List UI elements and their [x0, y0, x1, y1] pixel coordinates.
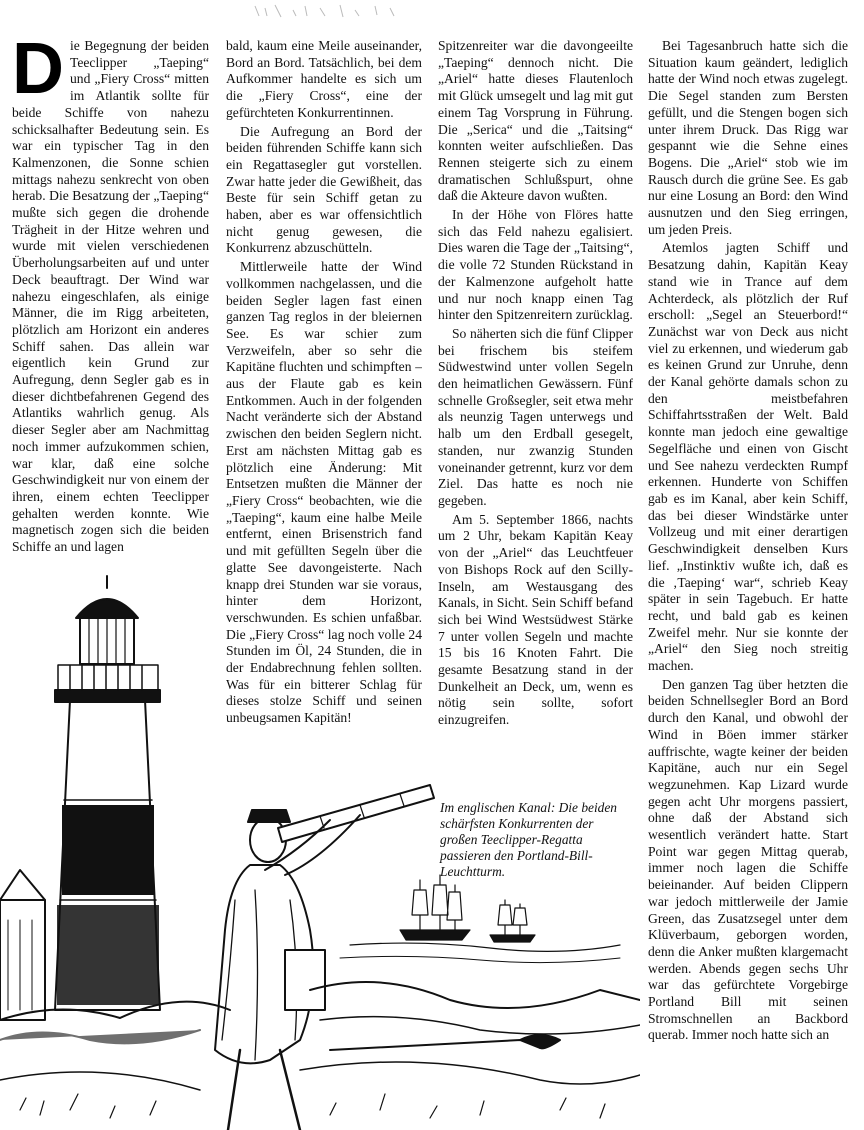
paragraph: Bei Tagesanbruch hatte sich die Situation kaum geändert, lediglich hatte der Wind noch etwas zugelegt. Die Segel standen zum Bersten gefüllt, und die Stengen bogen sich unter ihrem Druck. Das Rigg war gespannt wie die Sehne eines Bogens. Die „Ariel“ stob wie im Rausch durch die grüne See. Es gab nur eine Losung an Bord: den Wind ausnutzen und den Sieg erringen, um jeden Preis. — [648, 38, 848, 237]
paragraph: Den ganzen Tag über hetzten die beiden Schnellsegler Bord an Bord durch den Kanal, und obwohl der Wind in Böen immer stärker auffrischte, wagte keiner der beiden Kapitäne, auch nur ein Segel wegzunehmen. Kap Lizard wurde gegen acht Uhr morgens passiert, ohne daß der Abstand sich wesentlich verändert hatte. Start Point war gegen Mittag querab, immer noch lagen die Schiffe beieinander. Auf beiden Clippern war jedoch mittlerweile der Jamie Green, das Zusatzsegel unter dem Klüverbaum, geborgen worden, denn die Anker mußten klargemacht werden. Abends gegen sechs Uhr war das gefürchtete Vorgebirge Portland Bill mit seinen Stromschnellen an Backbord querab. Immer noch hatte sich an — [648, 676, 848, 1043]
paragraph: In der Höhe von Flöres hatte sich das Feld nahezu egalisiert. Dies waren die Tage der „Taitsing“, die volle 72 Stunden Rückstand in der Kalmenzone aufgeholt hatte und nur noch knapp einen Tag hinter den Spitzenreitern zurücklag. — [438, 207, 633, 323]
article-column-1 — [12, 38, 209, 598]
paragraph: Die Aufregung an Bord der beiden führenden Schiffe kann sich ein Regattasegler gut vorstellen. Zwar hatte jeder die Gewißheit, das Beste für sein Schiff getan zu haben, aber es war offensichtlich nicht genug gewesen, die Konkurrenz abzuschütteln. — [226, 123, 422, 256]
article-column-4 — [648, 38, 848, 1123]
paragraph: Atemlos jagten Schiff und Besatzung dahin, Kapitän Keay stand wie in Trance auf dem Achterdeck, als plötzlich der Ruf erscholl: „Segel an Steuerbord!“ Zunächst war von Deck aus nicht viel zu erkennen, und wiederum gab es keinen Grund zur Unruhe, denn der Kanal gehörte damals schon zu den meistbefahren Schiffahrtsstraßen der Welt. Bald konnte man jedoch eine gewaltige Segelfläche und einen von Gischt und See nahezu verdeckten Rumpf erkennen. Hunderte von Schiffen gab es im Kanal, aber kein Schiff, das bei dieser Windstärke unter Vollzeug und mit einer derartigen Geschwindigkeit denselben Kurs lief. „Instinktiv wußte ich, daß es die ‚Taeping‘ war“, schrieb Keay später in sein Tagebuch. Er hatte recht, und bald gab es keinen Zweifel mehr. Nur sie konnte der „Ariel“ den Sieg noch streitig machen. — [648, 240, 848, 674]
paragraph: ie Begegnung der beiden Teeclipper „Taeping“ und „Fiery Cross“ mitten im Atlantik sollte für beide Schiffe von nahezu schicksalhafter Bedeutung sein. Es war ein typischer Tag in den Kalmenzonen, die Sonne schien mittags nahezu senkrecht von oben herab. Die Besatzung der „Taeping“ mußte sich gegen die drohende Trägheit in der Hitze wehren und wurde mit vielen verschiedenen Überholungsarbeiten auf und unter Deck beauftragt. Der Wind war nahezu eingeschlafen, als einige Männer, die im Rigg arbeiteten, plötzlich am Horizont ein anderes Schiff sahen. Das allein war eigentlich kein Grund zur Aufregung, denn Segler gab es in dieser dichtbefahrenen Gegend des Atlantiks wahrlich genug. Als dieser Segler aber am Nachmittag noch immer aufzukommen schien, war klar, daß eine solche Geschwindigkeit nur von einem der ihren, einem echten Teeclipper gehalten werden konnte. Wie magnetisch zogen sich die beiden Schiffe an und lagen — [12, 38, 209, 555]
paragraph: bald, kaum eine Meile auseinander, Bord an Bord. Tatsächlich, bei dem Aufkommer handelte es sich um die „Fiery Cross“, eine der gefürchteten Konkurrentinnen. — [226, 38, 422, 120]
telescope — [278, 785, 434, 842]
paragraph: Mittlerweile hatte der Wind vollkommen nachgelassen, und die beiden Segler lagen fast einen ganzen Tag reglos in der bleiernen See. Es war schier zum Verzweifeln, aber so sehr die Kapitäne fluchten und schimpften – aus der Flaute gab es kein Entkommen. Auch in der folgenden Nacht veränderte sich der Abstand zwischen den beiden Seglern nicht. Erst am nächsten Mittag gab es plötzlich eine Änderung: Mit Entsetzen mußten die Männer der „Fiery Cross“ beobachten, wie die „Taeping“, kaum eine halbe Meile entfernt, einen Brisenstrich fand und mit gefüllten Segeln über die glatte See davongeisterte. Nach knapp drei Stunden war sie voraus, hinter dem Horizont, verschwunden. Es schien unfaßbar. Die „Fiery Cross“ lag noch volle 24 Stunden im Öl, 24 Stunden, die in der Endabrechnung fehlen sollten. Was für ein bitterer Schlag für dieses stolze Schiff und seinen unbeugsamen Kapitän! — [226, 259, 422, 726]
image-caption: Im englischen Kanal: Die beiden schärfsten Konkurrenten der großen Teeclipper-Regatta passieren den Portland-Bill-Leuchtturm. — [440, 800, 618, 879]
paragraph: Spitzenreiter war die davongeeilte „Taeping“ dennoch nicht. Die „Ariel“ hatte dieses Flautenloch mit Glück umsegelt und lag mit gut einem Tag Vorsprung in Führung. Die „Serica“ und die „Taitsing“ konnten weiter aufschließen. Das Rennen steigerte sich zu einem dramatischen Schlußspurt, ohne daß die Akteure davon wußten. — [438, 38, 633, 204]
paragraph: Am 5. September 1866, nachts um 2 Uhr, bekam Kapitän Keay von der „Ariel“ das Leuchtfeuer von Bishops Rock auf den Scilly-Inseln, am Westausgang des Kanals, in Sicht. Sein Schiff befand sich bei Wind Westsüdwest Stärke 7 unter vollen Segeln und machte 15 bis 16 Knoten Fahrt. Die gesamte Besatzung stand in der Dunkelheit an Deck, um, wenn es nötig sein sollte, sofort einzugreifen. — [438, 511, 633, 728]
paragraph: So näherten sich die fünf Clipper bei frischem bis steifem Südwestwind unter vollen Segeln den heimatlichen Gewässern. Fünf schnelle Großsegler, seit etwa mehr als neunzig Tagen unterwegs und halb um den Erdball gesegelt, standen, nur zwanzig Stunden voneinander getrennt, kurz vor dem Ziel. Das hatte es noch nie gegeben. — [438, 325, 633, 508]
scan-artifact-marks — [245, 2, 405, 24]
drop-cap-letter: D — [12, 38, 64, 109]
